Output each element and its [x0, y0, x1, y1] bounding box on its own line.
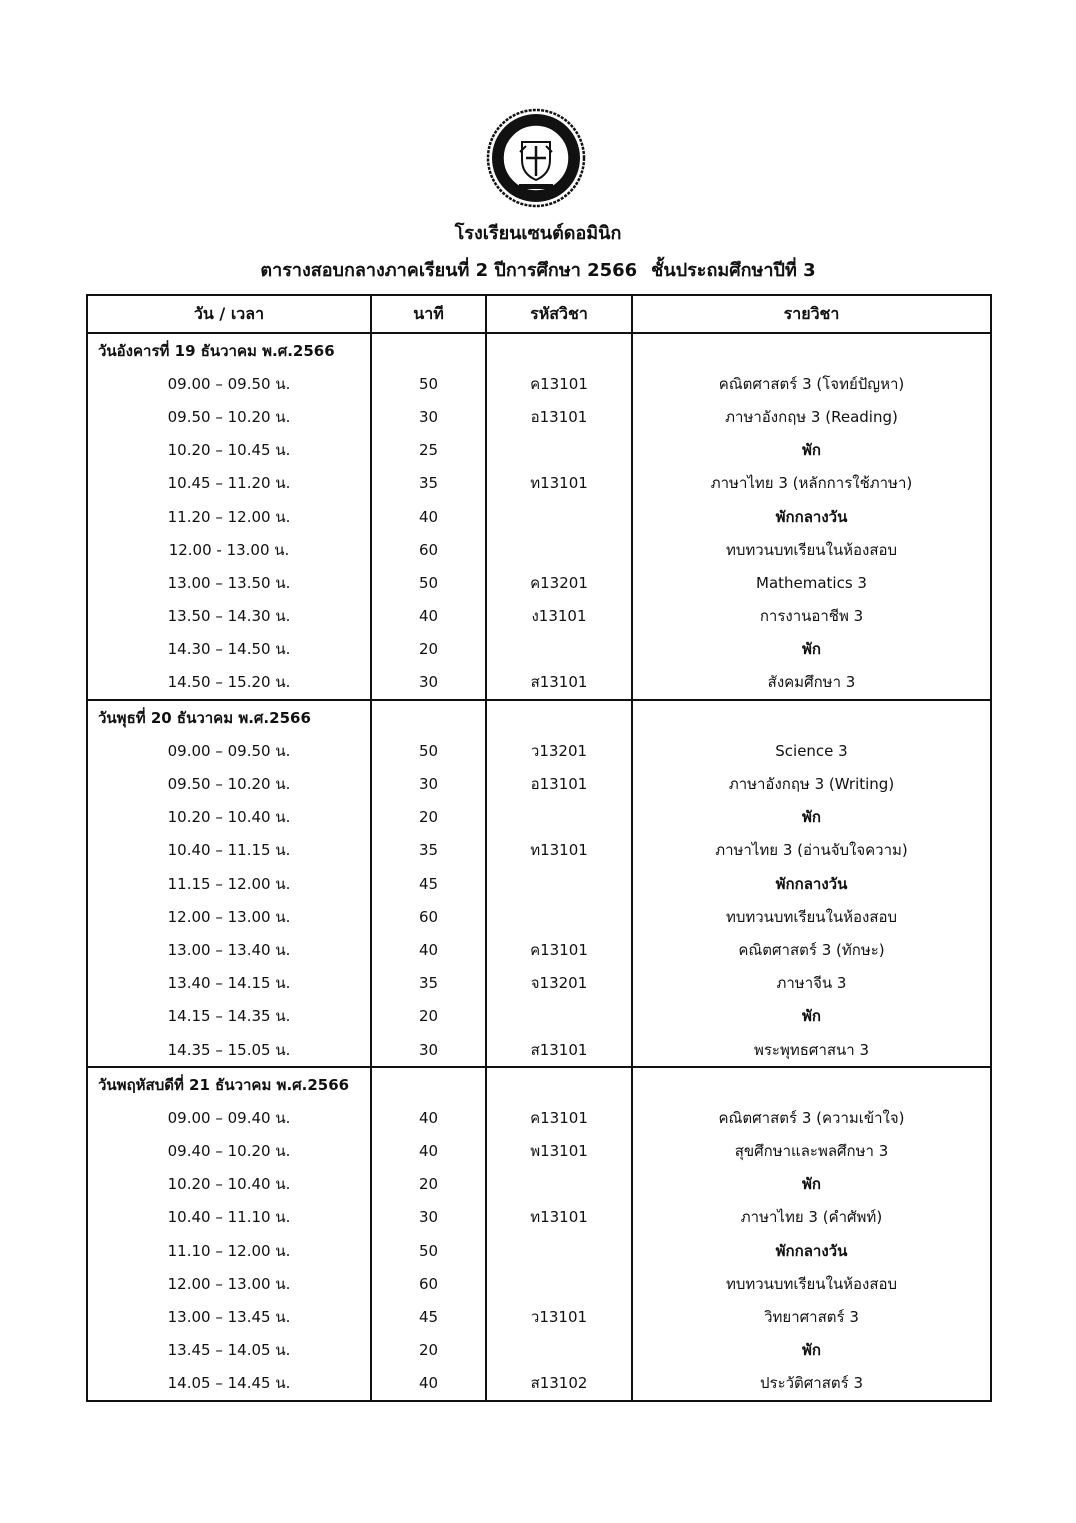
time-cell: 14.30 – 14.50 น. [87, 633, 371, 666]
time-cell: 09.00 – 09.50 น. [87, 367, 371, 400]
time-cell: 10.20 – 10.40 น. [87, 801, 371, 834]
time-cell: 12.00 – 13.00 น. [87, 900, 371, 933]
table-row [87, 1101, 991, 1134]
code-cell: ท13101 [486, 1201, 632, 1234]
subject-cell: พักกลางวัน [632, 1234, 991, 1267]
empty-cell [371, 333, 486, 367]
code-cell: ค13101 [486, 933, 632, 966]
table-row [87, 533, 991, 566]
table-row [87, 801, 991, 834]
minutes-cell: 40 [371, 500, 486, 533]
time-cell: 09.50 – 10.20 น. [87, 400, 371, 433]
code-cell: จ13201 [486, 967, 632, 1000]
time-cell: 12.00 - 13.00 น. [87, 533, 371, 566]
time-cell: 13.00 – 13.40 น. [87, 933, 371, 966]
subject-cell: ภาษาไทย 3 (หลักการใช้ภาษา) [632, 467, 991, 500]
time-cell: 10.40 – 11.10 น. [87, 1201, 371, 1234]
subject-cell: พัก [632, 1000, 991, 1033]
subject-cell: คณิตศาสตร์ 3 (ทักษะ) [632, 933, 991, 966]
minutes-cell: 35 [371, 834, 486, 867]
subject-cell: สุขศึกษาและพลศึกษา 3 [632, 1135, 991, 1168]
table-row [87, 834, 991, 867]
table-row [87, 1201, 991, 1234]
table-row [87, 467, 991, 500]
subject-cell: พัก [632, 801, 991, 834]
code-cell: ส13101 [486, 1033, 632, 1067]
subject-cell: พักกลางวัน [632, 500, 991, 533]
code-cell [486, 533, 632, 566]
minutes-cell: 50 [371, 367, 486, 400]
code-cell: ง13101 [486, 600, 632, 633]
minutes-cell: 40 [371, 1367, 486, 1401]
subject-cell: ทบทวนบทเรียนในห้องสอบ [632, 900, 991, 933]
day-header-row [87, 333, 991, 367]
subject-cell: ภาษาอังกฤษ 3 (Writing) [632, 767, 991, 800]
day-header-row [87, 700, 991, 734]
minutes-cell: 35 [371, 967, 486, 1000]
minutes-cell: 40 [371, 600, 486, 633]
subject-cell: สังคมศึกษา 3 [632, 666, 991, 700]
subject-cell: ภาษาไทย 3 (อ่านจับใจความ) [632, 834, 991, 867]
minutes-cell: 45 [371, 867, 486, 900]
time-cell: 14.05 – 14.45 น. [87, 1367, 371, 1401]
table-row [87, 1135, 991, 1168]
table-header-row [87, 295, 991, 333]
table-body [87, 333, 991, 1401]
table-row [87, 600, 991, 633]
code-cell [486, 1234, 632, 1267]
subject-cell: พัก [632, 1334, 991, 1367]
table-row [87, 434, 991, 467]
day-label: วันพุธที่ 20 ธันวาคม พ.ศ.2566 [87, 700, 371, 734]
code-cell [486, 1000, 632, 1033]
minutes-cell: 40 [371, 1135, 486, 1168]
code-cell [486, 1267, 632, 1300]
minutes-cell: 20 [371, 633, 486, 666]
time-cell: 09.40 – 10.20 น. [87, 1135, 371, 1168]
time-cell: 12.00 – 13.00 น. [87, 1267, 371, 1300]
table-row [87, 633, 991, 666]
subject-cell: ภาษาอังกฤษ 3 (Reading) [632, 400, 991, 433]
code-cell [486, 900, 632, 933]
subject-cell: ทบทวนบทเรียนในห้องสอบ [632, 1267, 991, 1300]
subject-cell: วิทยาศาสตร์ 3 [632, 1300, 991, 1333]
subject-cell: Science 3 [632, 734, 991, 767]
empty-cell [371, 1067, 486, 1101]
minutes-cell: 30 [371, 666, 486, 700]
minutes-cell: 30 [371, 400, 486, 433]
day-label: วันอังคารที่ 19 ธันวาคม พ.ศ.2566 [87, 333, 371, 367]
time-cell: 14.50 – 15.20 น. [87, 666, 371, 700]
subject-cell: ทบทวนบทเรียนในห้องสอบ [632, 533, 991, 566]
header-minutes: นาที [371, 295, 486, 333]
code-cell: ส13102 [486, 1367, 632, 1401]
time-cell: 11.15 – 12.00 น. [87, 867, 371, 900]
code-cell: ท13101 [486, 467, 632, 500]
table-row [87, 967, 991, 1000]
table-row [87, 1234, 991, 1267]
code-cell: ท13101 [486, 834, 632, 867]
time-cell: 09.50 – 10.20 น. [87, 767, 371, 800]
code-cell [486, 1334, 632, 1367]
table-row [87, 734, 991, 767]
minutes-cell: 20 [371, 1168, 486, 1201]
time-cell: 13.00 – 13.50 น. [87, 566, 371, 599]
code-cell [486, 1168, 632, 1201]
table-row [87, 666, 991, 700]
empty-cell [632, 1067, 991, 1101]
subject-cell: พัก [632, 633, 991, 666]
code-cell: ส13101 [486, 666, 632, 700]
table-row [87, 367, 991, 400]
table-row [87, 867, 991, 900]
subject-cell: การงานอาชีพ 3 [632, 600, 991, 633]
subject-cell: พักกลางวัน [632, 867, 991, 900]
subject-cell: คณิตศาสตร์ 3 (ความเข้าใจ) [632, 1101, 991, 1134]
subject-cell: พัก [632, 434, 991, 467]
minutes-cell: 50 [371, 1234, 486, 1267]
schedule-title [0, 259, 1076, 283]
table-row [87, 566, 991, 599]
table-row [87, 900, 991, 933]
time-cell: 13.45 – 14.05 น. [87, 1334, 371, 1367]
subject-cell: ภาษาจีน 3 [632, 967, 991, 1000]
minutes-cell: 35 [371, 467, 486, 500]
time-cell: 14.15 – 14.35 น. [87, 1000, 371, 1033]
minutes-cell: 25 [371, 434, 486, 467]
code-cell [486, 633, 632, 666]
header-subject-name: รายวิชา [632, 295, 991, 333]
time-cell: 11.20 – 12.00 น. [87, 500, 371, 533]
code-cell: ว13101 [486, 1300, 632, 1333]
school-name: โรงเรียนเซนต์ดอมินิก [454, 223, 622, 244]
minutes-cell: 20 [371, 801, 486, 834]
empty-cell [486, 700, 632, 734]
code-cell: ค13101 [486, 367, 632, 400]
time-cell: 14.35 – 15.05 น. [87, 1033, 371, 1067]
time-cell: 10.40 – 11.15 น. [87, 834, 371, 867]
table-row [87, 1168, 991, 1201]
code-cell [486, 434, 632, 467]
minutes-cell: 30 [371, 1033, 486, 1067]
time-cell: 13.50 – 14.30 น. [87, 600, 371, 633]
time-cell: 13.00 – 13.45 น. [87, 1300, 371, 1333]
minutes-cell: 50 [371, 566, 486, 599]
table-row [87, 1300, 991, 1333]
minutes-cell: 45 [371, 1300, 486, 1333]
subject-cell: พระพุทธศาสนา 3 [632, 1033, 991, 1067]
time-cell: 10.20 – 10.45 น. [87, 434, 371, 467]
table-row [87, 1267, 991, 1300]
minutes-cell: 40 [371, 1101, 486, 1134]
empty-cell [632, 700, 991, 734]
empty-cell [632, 333, 991, 367]
minutes-cell: 20 [371, 1000, 486, 1033]
code-cell: พ13101 [486, 1135, 632, 1168]
code-cell: ค13101 [486, 1101, 632, 1134]
subject-cell: พัก [632, 1168, 991, 1201]
time-cell: 10.45 – 11.20 น. [87, 467, 371, 500]
code-cell: ว13201 [486, 734, 632, 767]
subject-cell: คณิตศาสตร์ 3 (โจทย์ปัญหา) [632, 367, 991, 400]
day-label: วันพฤหัสบดีที่ 21 ธันวาคม พ.ศ.2566 [87, 1067, 371, 1101]
minutes-cell: 40 [371, 933, 486, 966]
code-cell: อ13101 [486, 767, 632, 800]
code-cell [486, 801, 632, 834]
header-subject-code: รหัสวิชา [486, 295, 632, 333]
subject-cell: ประวัติศาสตร์ 3 [632, 1367, 991, 1401]
minutes-cell: 30 [371, 1201, 486, 1234]
header-day-time: วัน / เวลา [87, 295, 371, 333]
code-cell [486, 867, 632, 900]
schedule-title-text: ตารางสอบกลางภาคเรียนที่ 2 ปีการศึกษา 2566 [260, 260, 638, 281]
empty-cell [486, 333, 632, 367]
minutes-cell: 60 [371, 533, 486, 566]
code-cell: ค13201 [486, 566, 632, 599]
subject-cell: Mathematics 3 [632, 566, 991, 599]
minutes-cell: 50 [371, 734, 486, 767]
minutes-cell: 20 [371, 1334, 486, 1367]
code-cell [486, 500, 632, 533]
grade-level: ชั้นประถมศึกษาปีที่ 3 [651, 260, 816, 281]
table-row [87, 1000, 991, 1033]
time-cell: 10.20 – 10.40 น. [87, 1168, 371, 1201]
time-cell: 09.00 – 09.50 น. [87, 734, 371, 767]
school-seal-icon [486, 108, 586, 208]
table-row [87, 1033, 991, 1067]
table-row [87, 500, 991, 533]
table-row [87, 933, 991, 966]
time-cell: 09.00 – 09.40 น. [87, 1101, 371, 1134]
empty-cell [486, 1067, 632, 1101]
table-row [87, 1334, 991, 1367]
minutes-cell: 60 [371, 900, 486, 933]
table-row [87, 400, 991, 433]
exam-schedule-table [86, 294, 992, 1402]
subject-cell: ภาษาไทย 3 (คำศัพท์) [632, 1201, 991, 1234]
code-cell: อ13101 [486, 400, 632, 433]
table-row [87, 1367, 991, 1401]
table-row [87, 767, 991, 800]
day-header-row [87, 1067, 991, 1101]
empty-cell [371, 700, 486, 734]
minutes-cell: 60 [371, 1267, 486, 1300]
minutes-cell: 30 [371, 767, 486, 800]
time-cell: 11.10 – 12.00 น. [87, 1234, 371, 1267]
time-cell: 13.40 – 14.15 น. [87, 967, 371, 1000]
